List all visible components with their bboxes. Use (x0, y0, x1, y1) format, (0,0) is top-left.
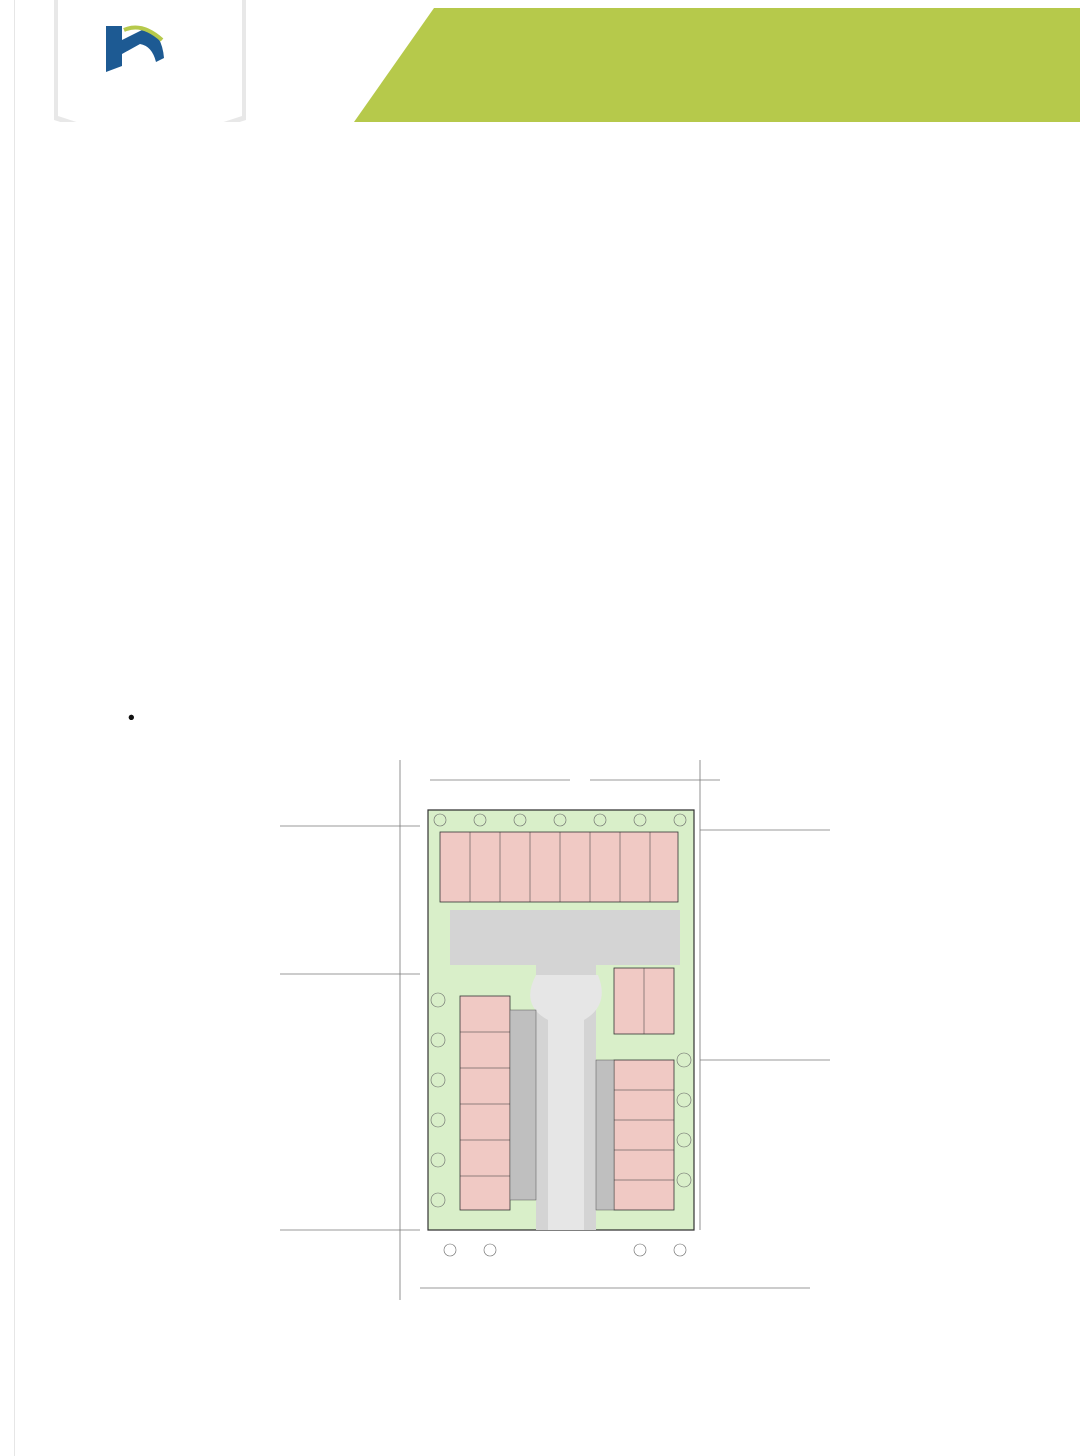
site-plan-drawing (280, 760, 830, 1320)
header-banner (14, 0, 1080, 122)
